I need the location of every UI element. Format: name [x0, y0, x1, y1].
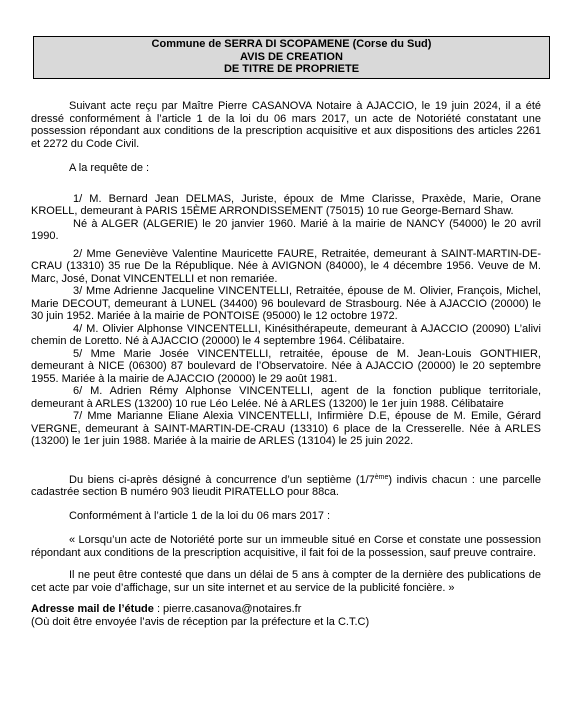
- person-3: 3/ Mme Adrienne Jacqueline VINCENTELLI, Retraitée, épouse de M. Olivier, François, Michel, Marie DECOUT, demeurant à LUNEL (34400) 96 boulevard de Strasbourg. Née à AJACCIO (20000) le 30 juin 1952. Mariée à la mairie de PONTOISE (95000) le 12 octobre 1972.: [31, 285, 541, 322]
- person-1-birth: Né à ALGER (ALGERIE) le 20 janvier 1960. Marié à la mairie de NANCY (54000) le 20 avril 1990.: [31, 217, 541, 242]
- person-4: 4/ M. Olivier Alphonse VINCENTELLI, Kinésithérapeute, demeurant à AJACCIO (20090) L’alivi chemin de Loretto. Né à AJACCIO (20000) le 4 septembre 1964. Célibataire.: [31, 322, 541, 347]
- person-2: 2/ Mme Geneviève Valentine Mauricette FAURE, Retraitée, demeurant à SAINT-MARTIN-DE-CRAU (13310) 35 rue De la République. Née à AVIGNON (84000), le 4 décembre 1956. Veuve de M. Marc, José, Donat VINCENTELLI et non remariée.: [31, 247, 541, 285]
- mail-block: [31, 603, 541, 628]
- requerants-list: [31, 193, 541, 448]
- conforme-paragraph: Conformément à l’article 1 de la loi du 06 mars 2017 :: [69, 509, 331, 522]
- quote-paragraph: « Lorsqu’un acte de Notoriété porte sur un immeuble situé en Corse et constate une possession répondant aux conditions de la prescription acquisitive, il fait foi de la possession, sauf preuve contraire.: [31, 534, 541, 559]
- mail-address: : pierre.casanova@notaires.fr: [153, 603, 302, 615]
- title-line-titre: DE TITRE DE PROPRIETE: [223, 63, 360, 75]
- person-1: 1/ M. Bernard Jean DELMAS, Juriste, époux de Mme Clarisse, Praxède, Marie, Orane KROELL, demeurant à PARIS 15ÈME ARRONDISSEMENT (75015) 10 rue George-Bernard Shaw.: [31, 192, 541, 217]
- person-5: 5/ Mme Marie Josée VINCENTELLI, retraitée, épouse de M. Jean-Louis GONTHIER, demeurant à NICE (06300) 87 boulevard de l’Observatoire. Née à AJACCIO (20000) le 20 septembre 1955. Mariée à la mairie de AJACCIO (20000) le 29 août 1981.: [31, 347, 541, 385]
- mail-label: Adresse mail de l’étude: [31, 603, 154, 615]
- person-6: 6/ M. Adrien Rémy Alphonse VINCENTELLI, agent de la fonction publique territoriale, demeurant à ARLES (13200) 10 rue Léo Lelée. Né à ARLES (13200) le 1er juin 1988. Célibataire: [31, 385, 541, 410]
- person-7: 7/ Mme Marianne Eliane Alexia VINCENTELLI, Infirmière D.E, épouse de M. Emile, Gérard VERGNE, demeurant à SAINT-MARTIN-DE-CRAU (13310) 6 place de la Cresserelle. Née à ARLES (13200) le 1er juin 1988. Mariée à la mairie de ARLES (13104) le 25 juin 2022.: [31, 410, 541, 447]
- document-body: [31, 100, 541, 628]
- conteste-paragraph: Il ne peut être contesté que dans un délai de 5 ans à compter de la dernière des publications de cet acte par voie d’affichage, sur un site internet et au service de la publicité foncière. »: [31, 569, 541, 594]
- requete-heading: A la requête de :: [69, 162, 150, 174]
- title-box: [33, 36, 550, 79]
- title-line-commune: Commune de SERRA DI SCOPAMENE (Corse du Sud): [151, 38, 432, 50]
- intro-paragraph: Suivant acte reçu par Maître Pierre CASANOVA Notaire à AJACCIO, le 19 juin 2024, il a été dressé conformément à l’article 1 de la loi du 06 mars 2017, un acte de Notoriété constatant une possession répondant aux conditions de la prescription acquisitive et aux dispositions des articles 2261 et 2272 du Code Civil.: [31, 100, 541, 150]
- septieme-exponent: ème: [374, 473, 389, 481]
- title-line-avis: AVIS DE CREATION: [240, 50, 343, 63]
- mail-line: [31, 603, 541, 616]
- biens-paragraph: Du biens ci-après désigné à concurrence d’un septième (1/7ème) indivis chacun : une parcelle cadastrée section B numéro 903 lieudit PIRATELLO pour 88ca.: [31, 473, 541, 498]
- mail-note: (Où doit être envoyée l’avis de réception par la préfecture et la C.T.C): [31, 615, 370, 628]
